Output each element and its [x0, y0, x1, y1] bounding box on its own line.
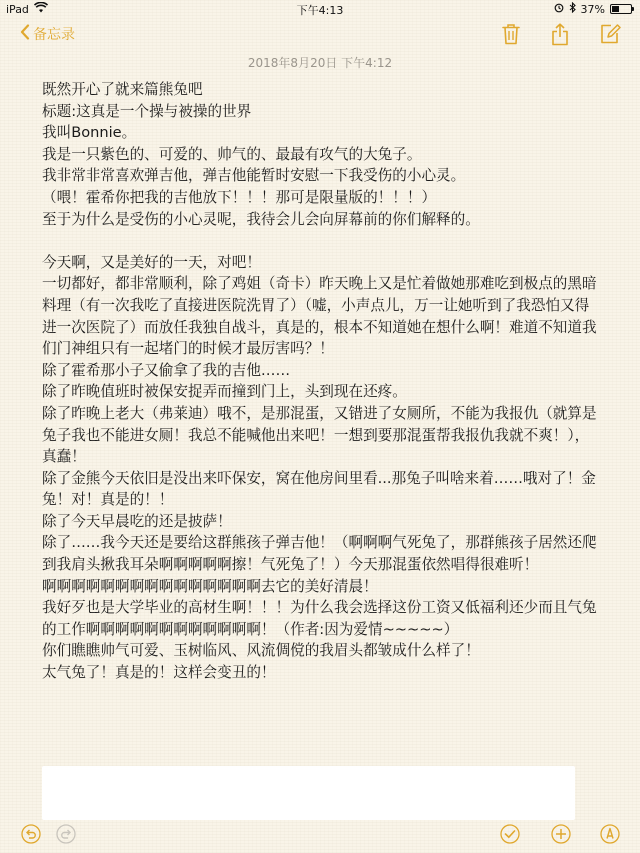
compose-icon[interactable] — [600, 23, 621, 48]
note-line: 我是一只紫色的、可爱的、帅气的、最最有攻气的大兔子。 — [42, 145, 422, 163]
battery-fill — [612, 6, 619, 12]
bottom-toolbar — [0, 820, 640, 853]
note-line: 我非常非常喜欢弹吉他，弹吉他能暂时安慰一下我受伤的小心灵。 — [42, 167, 466, 185]
note-line: 除了霍希那小子又偷拿了我的吉他…… — [42, 361, 291, 379]
status-right — [554, 2, 632, 16]
shortcut-bar-area — [42, 766, 575, 820]
bluetooth-icon — [569, 2, 576, 16]
note-line-blank — [42, 230, 602, 252]
note-paragraph: 除了……我今天还是要给这群熊孩子弹吉他！（啊啊啊气死兔了，那群熊孩子居然还爬到我肩头揪我耳朵啊啊啊啊啊擦！气死兔了！）今天那混蛋依然唱得很难听！ — [42, 534, 597, 574]
back-button[interactable] — [20, 24, 75, 44]
share-icon[interactable] — [551, 23, 569, 50]
note-paragraph: 除了金熊今天依旧是没出来吓保安，窝在他房间里看...那兔子叫啥来着……哦对了！金兔！对！真是的！！ — [42, 469, 596, 509]
battery-percent: 37% — [580, 2, 605, 16]
note-line: （喂！霍希你把我的吉他放下！！！那可是限量版的！！！） — [42, 188, 437, 206]
checklist-icon[interactable] — [500, 824, 520, 848]
note-line: 我叫Bonnie。 — [42, 124, 137, 142]
battery-icon — [610, 4, 632, 14]
add-icon[interactable] — [551, 824, 571, 848]
undo-icon[interactable] — [21, 824, 41, 848]
note-line: 标题:这真是一个操与被操的世界 — [42, 102, 252, 120]
note-line: 至于为什么是受伤的小心灵呢，我待会儿会向屏幕前的你们解释的。 — [42, 210, 480, 228]
redo-icon[interactable] — [56, 824, 76, 848]
note-line: 今天啊，又是美好的一天，对吧！ — [42, 253, 261, 271]
note-line: 除了今天早晨吃的还是披萨！ — [42, 512, 232, 530]
note-paragraph: 一切都好，都非常顺利，除了鸡姐（奇卡）昨天晚上又是忙着做她那难吃到极点的黑暗料理（有一次我吃了直接进医院洗胃了）（嘘，小声点儿，万一让她听到了我恐怕又得进一次医院了）而放任我独自战斗，真是的，根本不知道她在想什么啊！难道不知道我们门神组只有一起堵门的时候才最厉害吗？！ — [42, 275, 597, 358]
note-line: 你们瞧瞧帅气可爱、玉树临风、风流倜傥的我眉头都皱成什么样了！ — [42, 642, 480, 660]
note-paragraph: 除了昨晚上老大（弗莱迪）哦不，是那混蛋，又错进了女厕所，不能为我报仇（就算是兔子我也不能进女厕！我总不能喊他出来吧！一想到要那混蛋帮我报仇我就不爽！），真蠢！ — [42, 404, 597, 466]
chevron-left-icon — [20, 24, 30, 44]
alarm-lock-icon — [554, 3, 564, 16]
note-paragraph: 我好歹也是大学毕业的高材生啊！！！为什么我会选择这份工资又低福利还少而且气兔的工作啊啊啊啊啊啊啊啊啊啊啊啊！（作者:因为爱情~~~~~） — [42, 599, 597, 638]
back-label: 备忘录 — [33, 27, 75, 43]
trash-icon[interactable] — [502, 23, 520, 49]
status-time: 下午4:13 — [296, 4, 344, 17]
note-line: 除了昨晚值班时被保安捉弄而撞到门上，头到现在还疼。 — [42, 383, 407, 401]
note-line: 太气兔了！真是的！这样会变丑的！ — [42, 664, 276, 682]
note-body[interactable] — [42, 79, 602, 684]
note-date: 2018年8月20日 下午4:12 — [247, 56, 393, 70]
nav-bar — [0, 18, 640, 54]
status-bar — [0, 0, 640, 18]
markup-pen-icon[interactable] — [600, 824, 620, 848]
note-line: 啊啊啊啊啊啊啊啊啊啊啊啊啊啊啊去它的美好清晨！ — [42, 577, 378, 595]
device-name: iPad — [6, 2, 29, 16]
note-line: 既然开心了就来篇熊兔吧 — [42, 81, 203, 98]
